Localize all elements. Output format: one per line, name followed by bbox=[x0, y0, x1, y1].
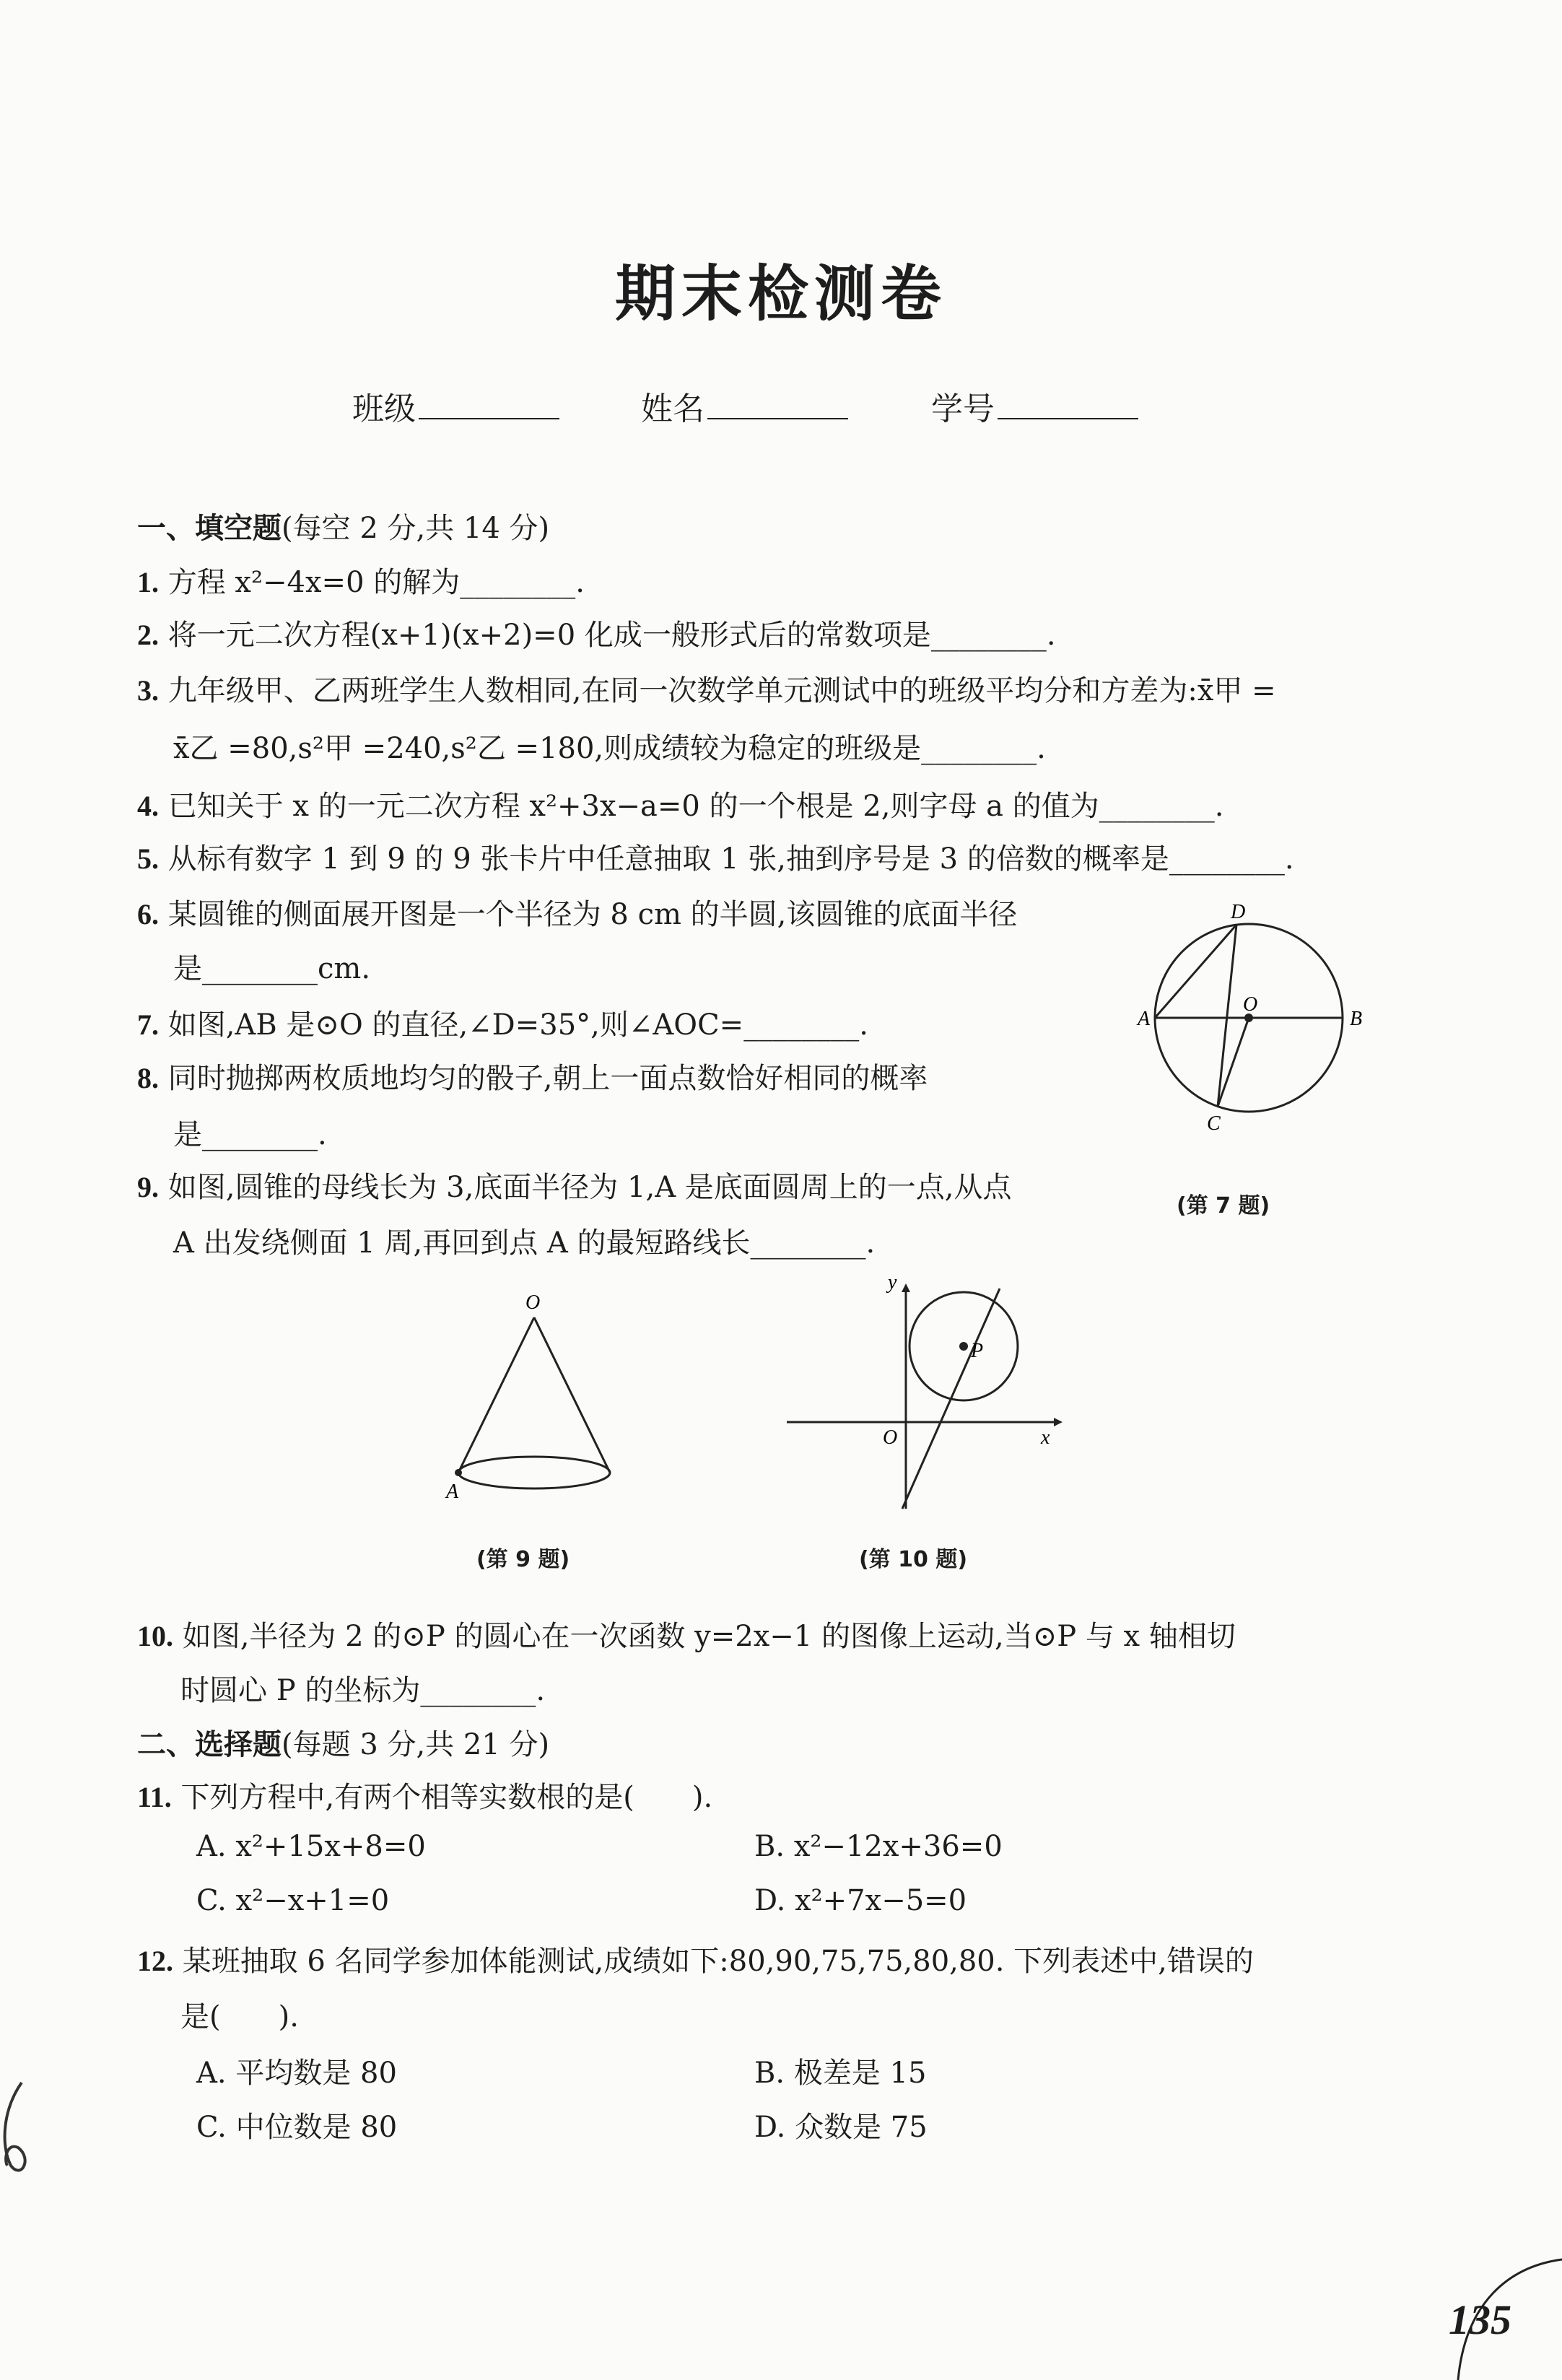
question-1-number: 1. bbox=[137, 566, 159, 598]
id-label: 学号 bbox=[931, 391, 995, 427]
line-y-2x-1 bbox=[902, 1289, 1000, 1509]
question-8-number: 8. bbox=[137, 1062, 159, 1094]
figure-9-caption: (第 9 题) bbox=[476, 1547, 570, 1572]
question-11-text: 下列方程中,有两个相等实数根的是( ). bbox=[180, 1781, 713, 1814]
figure-10-caption: (第 10 题) bbox=[859, 1547, 968, 1572]
q12-option-b[interactable]: B. 极差是 15 bbox=[754, 2057, 927, 2090]
question-4 bbox=[137, 783, 1223, 824]
figure-7-diagram bbox=[1138, 901, 1379, 1177]
label-a: A bbox=[1138, 1008, 1151, 1030]
label-c: C bbox=[1207, 1112, 1221, 1135]
question-7-number: 7. bbox=[137, 1008, 159, 1041]
section-1-heading bbox=[137, 505, 549, 546]
q12-option-a[interactable]: A. 平均数是 80 bbox=[196, 2057, 397, 2090]
class-blank[interactable] bbox=[419, 389, 559, 419]
q11-option-d[interactable]: D. x²+7x−5=0 bbox=[754, 1884, 967, 1917]
question-5 bbox=[137, 836, 1294, 877]
question-12-line-2: 是( ). bbox=[180, 2000, 299, 2034]
section-2-note: (每题 3 分,共 21 分) bbox=[282, 1728, 550, 1761]
figure-7-caption: (第 7 题) bbox=[1177, 1193, 1270, 1219]
x-axis-arrow bbox=[1054, 1418, 1063, 1426]
section-1-note: (每空 2 分,共 14 分) bbox=[282, 512, 550, 545]
q11-option-b[interactable]: B. x²−12x+36=0 bbox=[754, 1830, 1003, 1863]
id-field bbox=[931, 383, 1138, 429]
question-6-number: 6. bbox=[137, 898, 159, 930]
question-6 bbox=[137, 892, 1017, 933]
question-5-number: 5. bbox=[137, 842, 159, 875]
question-3 bbox=[137, 668, 1276, 709]
label-d: D bbox=[1231, 901, 1246, 923]
question-11-number: 11. bbox=[137, 1781, 172, 1813]
figure-10-diagram bbox=[780, 1270, 1068, 1516]
page-title: 期末检测卷 bbox=[614, 258, 947, 329]
question-10 bbox=[137, 1613, 1236, 1655]
point-p bbox=[959, 1342, 968, 1351]
q11-option-c[interactable]: C. x²−x+1=0 bbox=[196, 1884, 390, 1917]
section-2-heading bbox=[137, 1722, 549, 1763]
question-12 bbox=[137, 1938, 1254, 1979]
class-label: 班级 bbox=[352, 391, 416, 427]
question-4-number: 4. bbox=[137, 790, 159, 822]
question-10-number: 10. bbox=[137, 1620, 173, 1652]
class-field bbox=[352, 383, 559, 429]
question-12-line-1: 某班抽取 6 名同学参加体能测试,成绩如下:80,90,75,75,80,80. 下列表述中,错误的 bbox=[182, 1945, 1254, 1978]
fig10-label-x: x bbox=[1041, 1426, 1050, 1449]
question-7-text: 如图,AB 是⊙O 的直径,∠D=35°,则∠AOC=________. bbox=[167, 1008, 868, 1042]
question-9-number: 9. bbox=[137, 1171, 159, 1203]
page-number: 135 bbox=[1449, 2296, 1511, 2343]
question-6-line-2: 是________cm. bbox=[173, 952, 371, 985]
handwritten-stroke bbox=[5, 2083, 25, 2171]
figure-9-diagram bbox=[433, 1281, 635, 1505]
fig10-label-p: P bbox=[971, 1340, 984, 1362]
question-8-line-1: 同时抛掷两枚质地均匀的骰子,朝上一面点数恰好相同的概率 bbox=[167, 1062, 928, 1095]
fig9-label-a: A bbox=[446, 1481, 459, 1503]
cone-base bbox=[458, 1457, 610, 1488]
id-blank[interactable] bbox=[998, 389, 1138, 419]
question-11 bbox=[137, 1774, 712, 1815]
question-3-line-2: x̄乙 =80,s²甲 =240,s²乙 =180,则成绩较为稳定的班级是________. bbox=[173, 732, 1046, 765]
fig10-label-y: y bbox=[888, 1271, 897, 1294]
question-2-number: 2. bbox=[137, 619, 159, 651]
question-8 bbox=[137, 1055, 928, 1097]
question-1 bbox=[137, 559, 585, 601]
cone-left-edge bbox=[458, 1317, 534, 1473]
q11-option-a[interactable]: A. x²+15x+8=0 bbox=[196, 1830, 426, 1863]
question-4-text: 已知关于 x 的一元二次方程 x²+3x−a=0 的一个根是 2,则字母 a 的值为________. bbox=[167, 790, 1224, 823]
fig10-label-o: O bbox=[883, 1426, 898, 1449]
q12-option-c[interactable]: C. 中位数是 80 bbox=[196, 2111, 398, 2144]
question-9 bbox=[137, 1164, 1012, 1206]
handwritten-mark bbox=[0, 2079, 36, 2180]
name-blank[interactable] bbox=[707, 389, 848, 419]
name-field bbox=[641, 383, 848, 429]
label-b: B bbox=[1350, 1008, 1363, 1030]
label-o: O bbox=[1243, 993, 1258, 1016]
question-8-line-2: 是________. bbox=[173, 1118, 327, 1151]
fig9-label-o: O bbox=[525, 1291, 541, 1314]
question-12-number: 12. bbox=[137, 1945, 173, 1977]
question-9-line-1: 如图,圆锥的母线长为 3,底面半径为 1,A 是底面圆周上的一点,从点 bbox=[167, 1171, 1012, 1204]
name-label: 姓名 bbox=[641, 391, 704, 427]
question-3-line-1: 九年级甲、乙两班学生人数相同,在同一次数学单元测试中的班级平均分和方差为:x̄甲 = bbox=[167, 674, 1276, 707]
cone-right-edge bbox=[534, 1317, 610, 1473]
y-axis-arrow bbox=[902, 1283, 910, 1292]
question-2 bbox=[137, 612, 1056, 653]
question-10-line-1: 如图,半径为 2 的⊙P 的圆心在一次函数 y=2x−1 的图像上运动,当⊙P 与 x 轴相切 bbox=[182, 1620, 1236, 1653]
q12-option-d[interactable]: D. 众数是 75 bbox=[754, 2111, 928, 2144]
question-7 bbox=[137, 1002, 868, 1043]
question-3-number: 3. bbox=[137, 674, 159, 707]
question-5-text: 从标有数字 1 到 9 的 9 张卡片中任意抽取 1 张,抽到序号是 3 的倍数的概率是________. bbox=[167, 842, 1294, 876]
question-10-line-2: 时圆心 P 的坐标为________. bbox=[180, 1674, 546, 1707]
section-1-title: 一、填空题 bbox=[137, 512, 282, 545]
question-6-line-1: 某圆锥的侧面展开图是一个半径为 8 cm 的半圆,该圆锥的底面半径 bbox=[167, 898, 1018, 931]
question-9-line-2: A 出发绕侧面 1 周,再回到点 A 的最短路线长________. bbox=[173, 1226, 876, 1260]
point-a bbox=[455, 1469, 462, 1476]
question-1-text: 方程 x²−4x=0 的解为________. bbox=[167, 566, 585, 599]
question-2-text: 将一元二次方程(x+1)(x+2)=0 化成一般形式后的常数项是________. bbox=[167, 619, 1056, 652]
section-2-title: 二、选择题 bbox=[137, 1728, 282, 1761]
